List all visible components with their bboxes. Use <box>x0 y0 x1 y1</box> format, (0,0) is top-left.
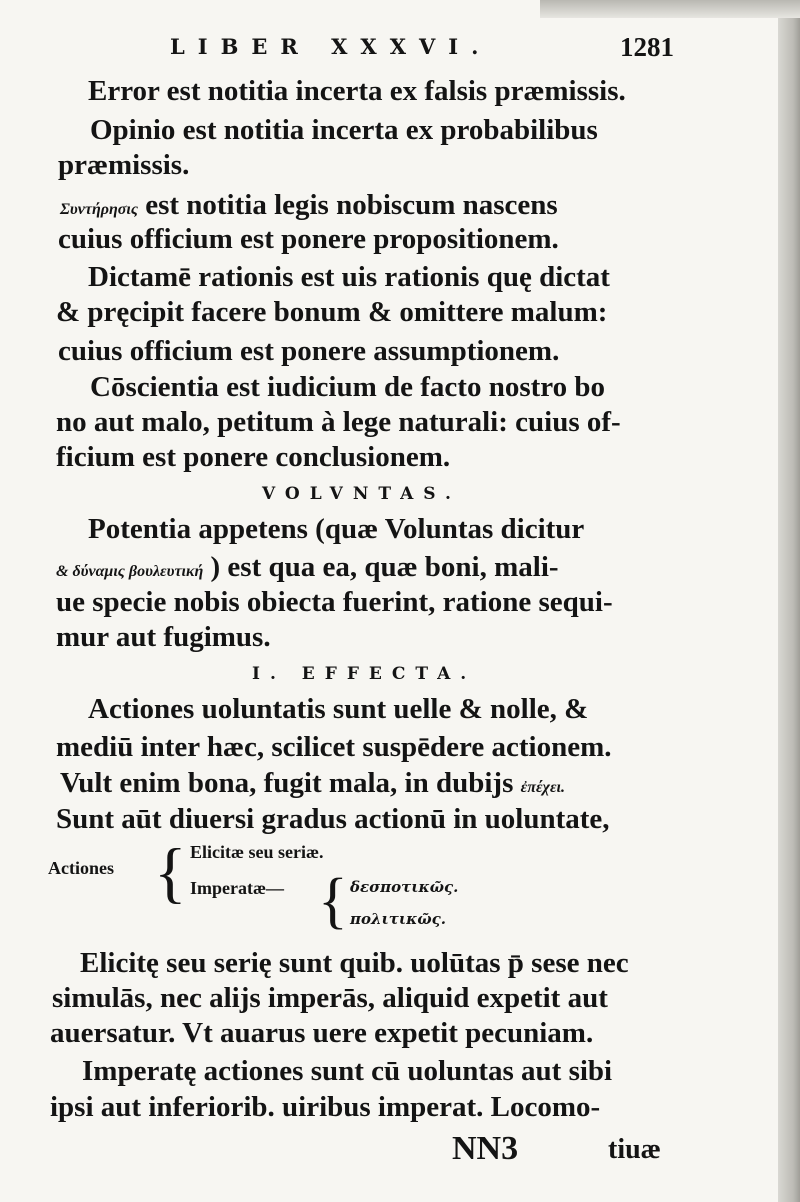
text-line: Potentia appetens (quæ Voluntas dicitur <box>88 513 585 545</box>
text-line: Error est notitia incerta ex falsis præmissis. <box>88 75 626 107</box>
section-heading: I. EFFECTA. <box>252 664 477 684</box>
page-top-shadow <box>540 0 800 18</box>
line-text: est notitia legis nobiscum nascens <box>145 189 558 221</box>
text-line: cuius officium est ponere assumptionem. <box>58 335 560 367</box>
text-line: mediū inter hæc, scilicet suspēdere actionem. <box>56 731 612 763</box>
text-line-dynamis <box>56 550 559 589</box>
text-line-epechein <box>60 766 565 805</box>
greek-term: Συντήρησις <box>60 201 138 218</box>
text-line: cuius officium est ponere propositionem. <box>58 223 559 255</box>
diagram-item-imperatae: Imperatæ— <box>190 878 284 898</box>
greek-term: & δύναμις βουλευτική <box>56 563 204 580</box>
text-line: præmissis. <box>58 149 190 181</box>
text-line: Elicitę seu serię sunt quib. uolūtas p̄ sese nec <box>80 947 629 979</box>
text-line: ipsi aut inferiorib. uiribus imperat. Locomo- <box>50 1091 601 1123</box>
text-line: Sunt aūt diuersi gradus actionū in uoluntate, <box>56 803 610 835</box>
text-line: Dictamē rationis est uis rationis quę dictat <box>88 261 610 293</box>
text-line: Opinio est notitia incerta ex probabilibus <box>90 114 598 146</box>
text-line: ficium est ponere conclusionem. <box>56 441 451 473</box>
signature-mark: NN3 <box>452 1130 519 1167</box>
running-head: LIBER XXXVI. <box>170 34 492 59</box>
diagram-item-despotikos: δεσποτικῶς. <box>350 878 459 896</box>
page-number: 1281 <box>620 32 674 62</box>
text-line: & pręcipit facere bonum & omittere malum: <box>56 296 608 328</box>
text-line: Cōscientia est iudicium de facto nostro bo <box>90 371 606 403</box>
greek-term: ἐπέχει. <box>520 779 565 796</box>
diagram-item-politikos: πολιτικῶς. <box>350 910 446 928</box>
section-heading: VOLVNTAS. <box>262 484 461 504</box>
line-text: ) est qua ea, quæ boni, mali- <box>210 551 559 583</box>
text-line: Imperatę actiones sunt cū uoluntas aut sibi <box>82 1055 613 1087</box>
text-line: no aut malo, petitum à lege naturali: cuius of- <box>56 406 621 438</box>
text-line: Actiones uoluntatis sunt uelle & nolle, & <box>88 693 589 725</box>
catchword: tiuæ <box>608 1134 661 1165</box>
page-edge-shadow <box>778 0 800 1202</box>
text-line: mur aut fugimus. <box>56 621 271 653</box>
text-line: simulās, nec alijs imperās, aliquid expetit aut <box>52 982 608 1014</box>
text-line: auersatur. Vt auarus uere expetit pecuniam. <box>50 1017 594 1049</box>
brace-icon: { <box>154 834 187 910</box>
brace-icon: { <box>318 867 348 935</box>
text-line: ue specie nobis obiecta fuerint, ratione sequi- <box>56 586 613 618</box>
diagram-label: Actiones <box>48 858 114 878</box>
line-text: Vult enim bona, fugit mala, in dubijs <box>60 767 514 799</box>
diagram-item-elicitae: Elicitæ seu seriæ. <box>190 842 324 862</box>
